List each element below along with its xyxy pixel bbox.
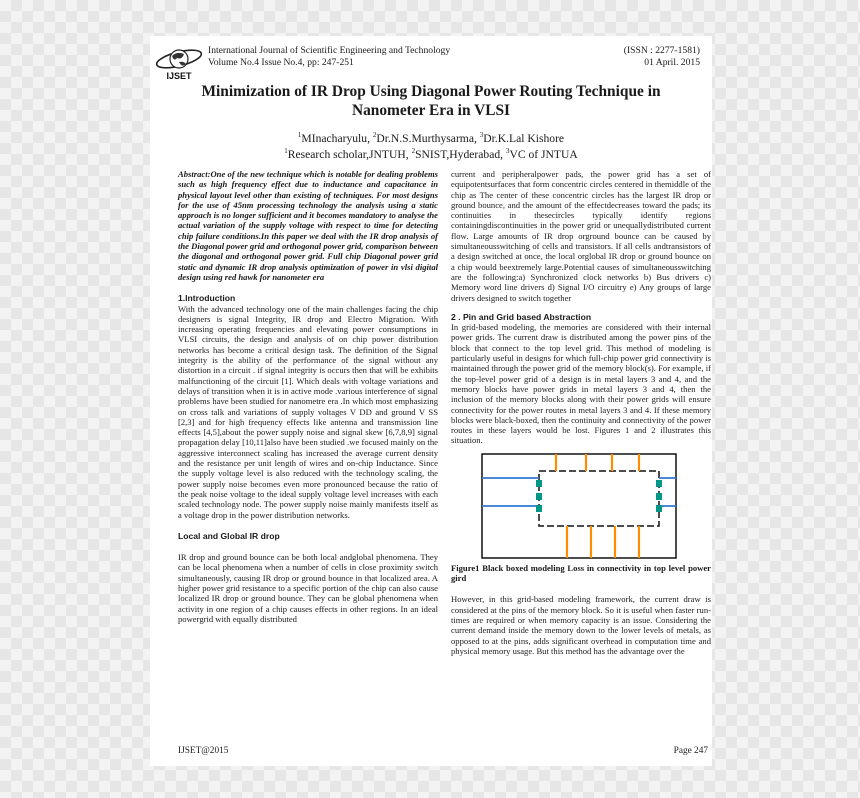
local-global-paragraph: IR drop and ground bounce can be both local andglobal phenomena. They can be local phenomena when a number of cells in close proximity switch simultaneously, causing IR drop or ground bounce in that localized area. A higher power grid resistance to a specific portion of the chip can also cause localized IR drop or ground bounce. They can be global phenomena when activity in one region of a chip causes effects in other regions. In an ideal powergrid with equally distributed <box>178 552 438 624</box>
journal-header <box>208 45 450 68</box>
title-line-2: Nanometer Era in VLSI <box>351 102 511 119</box>
author-block <box>150 129 712 162</box>
issue-date: 01 April. 2015 <box>644 56 700 68</box>
journal-name: International Journal of Scientific Engineering and Technology <box>208 45 451 56</box>
author-affiliations: $^1$Research scholar,JNTUH, $^2$SNIST,Hyderabad, $^3$VC of JNTUA <box>284 147 578 162</box>
section-heading-introduction: 1.Introduction <box>178 293 236 304</box>
section-heading-pin-grid: 2 . Pin and Grid based Abstraction <box>451 311 592 322</box>
paper-page <box>150 36 712 766</box>
left-column <box>178 169 438 624</box>
author-1: MInacharyulu, <box>301 131 373 145</box>
section-heading-local-global: Local and Global IR drop <box>178 530 280 541</box>
right-column <box>451 169 711 656</box>
right-paragraph-1: current and peripheralpower pads, the power grid has a set of equipotentsurfaces that form concentric circles centered in themiddle of the chip as The center of these concentric circles has the largest IR drop or ground bounce, and the amount of the effectdecreases toward the pads; its continuities in thesecircles typically identify regions containingdiscontinuities in the power grid or unequallydistributed current flow. Large amounts of IR drop orground bounce can be caused by simultaneousswitching of cells and transistors. If all cells andtransistors of a design switched at once, the local orglobal IR drop or ground bounce on a chip would beextremely large.Potential causes of simultaneousswitching are the following:a) Synchronized clock networks b) Bus drivers c) Memory word line drivers d) Signal I/O circuitry e) Any groups of large drivers designed to switch together <box>451 169 711 303</box>
abstract: Abstract:One of the new technique which is notable for dealing problems such as high frequency effect due to inductance and capacitance in physical layout level other than existing of techniques. For most designs for the use of 45nm processing technology the analysis using a static approach is no longer sufficient and it becomes mandatory to analyse the actual variation of the supply voltage with respect to time for detecting chip failure conditions.In this paper we deal with the IR drop analysis of the Diagonal power grid and orthogonal power grid, comparison between the diagonal and orthogonal power grid. Full chip Diagonal power grid static and dynamic IR drop analysis optimization of power in vlsi digital design using red hawk for nanometer era <box>178 169 438 282</box>
affiliation-3: VC of JNTUA <box>509 148 578 162</box>
figure-1-diagram <box>479 453 679 559</box>
author-names: $^1$MInacharyulu, $^2$Dr.N.S.Murthysarma, $^3$Dr.K.Lal Kishore <box>297 131 565 145</box>
affiliation-1: Research scholar,JNTUH, <box>287 148 412 162</box>
title-line-1: Minimization of IR Drop Using Diagonal Power Routing Technique in <box>201 83 661 100</box>
paper-title <box>150 82 712 120</box>
affiliation-2: SNIST,Hyderabad, <box>415 148 506 162</box>
journal-issn-date <box>624 45 700 68</box>
author-2: Dr.N.S.Murthysarma, <box>376 131 480 145</box>
right-paragraph-3: However, in this grid-based modeling framework, the current draw is considered at the pins of the memory block. So it is useful when faster run-times are required or when memory capacity is an issue. Considering the current demand inside the memory down to the lower levels of metals, as opposed to at the pins, adds significant overhead in computation time and physical memory usage. But this method has the advantage over the <box>451 594 711 656</box>
memory-block <box>539 471 659 526</box>
svg-text:IJSET: IJSET <box>166 71 192 81</box>
introduction-paragraph: With the advanced technology one of the main challenges facing the chip designers is signal Integrity, IR drop and Electro Migration. With increasing operating frequencies and elevating power consumptions in VLSI circuits, the design and analysis of on chip power distribution networks has become a critical design task. The definition of the Signal integrity is the ability of the performance of the signal without any distortion in a circuit . if signal integrity is occurs then that will be exhibits malfunctioning of the circuit [1]. Which deals with voltage variations and delays of transition when it is in active mode .various interference of signal problems have been studied for nanometre era .In which most emphasizing on cross talk and variations of supply voltages V DD and ground V SS [2,3] and for high frequency effects like antenna and transmission line effects [4,5],about the power supply noise and signal skew [6,7,8,9] signal propagation delay [10,11]also have been studied .we focused mainly on the aggressive interconnect scaling has increased the average current density and the resistance per unit length of wires and on-chip Inductance. Since the supply voltage level is also reduced with the technology scaling, the power supply noise becomes even more pronounced because the ratio of the peak noise voltage to the ideal supply voltage level increases with each scaled technology node. The power supply noise mainly manifests itself as a voltage drop in the power distribution networks. <box>178 303 438 520</box>
journal-volume: Volume No.4 Issue No.4, pp: 247-251 <box>208 56 354 68</box>
figure-1-caption: Figure1 Black boxed modeling Loss in connectivity in top level power gird <box>451 562 711 584</box>
author-3: Dr.K.Lal Kishore <box>483 131 565 145</box>
footer-journal: IJSET@2015 <box>178 746 229 756</box>
ijset-logo <box>153 42 205 82</box>
pin-grid-paragraph: In grid-based modeling, the memories are considered with their internal power grids. The current draw is distributed among the power pins of the block that connect to the top level grid. This method of modeling is particularly useful in designs for which full-chip power grid connectivity is maintained through the power grid of the memory block(s). For example, if the top-level power grid of a design is in metal layers 3 and 4, and the memory blocks have power grids in metal layers 3 and 4, then the inclusion of the memory blocks along with their power grids will ensure connectivity for the power routes in metal layers 3 and 4. If these memory blocks were black-boxed, then the continuity and connectivity of the power routes in these layers would be lost. Figures 1 and 2 illustrates this situation. <box>451 322 711 446</box>
issn: (ISSN : 2277-1581) <box>623 45 700 56</box>
footer-page-number: Page 247 <box>673 746 708 756</box>
